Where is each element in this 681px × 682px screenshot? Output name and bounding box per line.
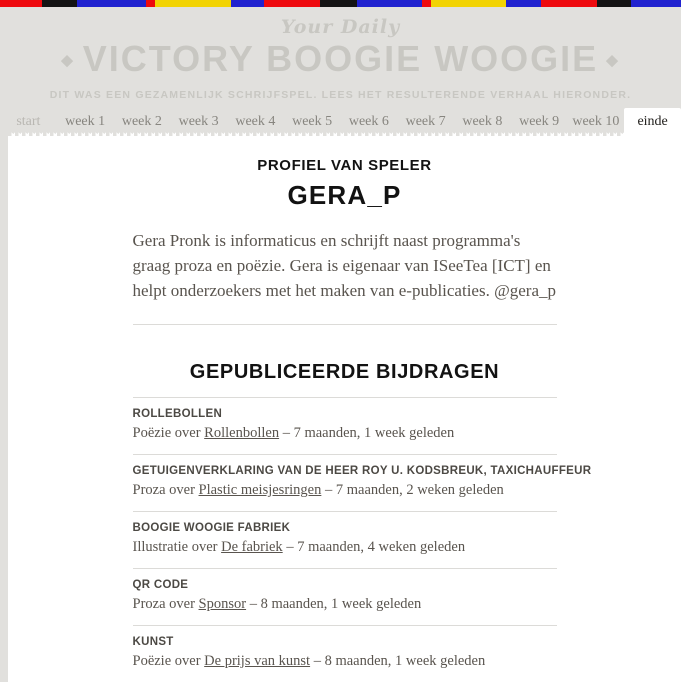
stripe-segment-black — [320, 0, 357, 7]
content-sheet — [8, 136, 681, 682]
stripe-segment-black — [42, 0, 77, 7]
publication-list — [132, 397, 592, 682]
tab-week-7[interactable]: week 7 — [405, 114, 446, 129]
tab-week-10[interactable]: week 10 — [572, 114, 620, 129]
mondrian-stripe — [0, 0, 681, 7]
publication-detail — [133, 482, 557, 499]
tab-week-1[interactable]: week 1 — [65, 114, 106, 129]
diamond-icon: ◆ — [606, 52, 620, 69]
stripe-segment-red — [541, 0, 597, 7]
stripe-segment-yellow — [155, 0, 231, 7]
detail-prefix: Poëzie over — [132, 425, 205, 441]
detail-suffix: – 8 maanden, 1 week geleden — [246, 596, 422, 612]
stripe-segment-black — [597, 0, 631, 7]
detail-prefix: Proza over — [132, 482, 199, 498]
tab-week-3[interactable]: week 3 — [178, 114, 219, 129]
publication-detail — [133, 425, 557, 442]
divider — [133, 324, 557, 325]
publication-title: GETUIGENVERKLARING VAN DE HEER ROY U. KODSBREUK, TAXICHAUFFEUR — [132, 465, 592, 477]
detail-prefix: Poëzie over — [132, 653, 205, 669]
detail-suffix: – 7 maanden, 2 weken geleden — [321, 482, 504, 498]
topic-link[interactable]: Sponsor — [198, 596, 247, 612]
tab-week-5[interactable]: week 5 — [292, 114, 333, 129]
tab-week-9[interactable]: week 9 — [519, 114, 560, 129]
publication-title: KUNST — [132, 636, 174, 648]
section-heading: GEPUBLICEERDE BIJDRAGEN — [189, 361, 500, 383]
stripe-segment-yellow — [431, 0, 506, 7]
stripe-segment-blue — [631, 0, 681, 7]
stripe-segment-red — [146, 0, 155, 7]
stripe-segment-red — [264, 0, 320, 7]
stripe-segment-red — [0, 0, 42, 7]
tab-week-8[interactable]: week 8 — [462, 114, 503, 129]
publication-detail — [133, 596, 557, 613]
detail-suffix: – 7 maanden, 1 week geleden — [279, 425, 455, 441]
tab-einde[interactable]: einde — [624, 108, 681, 136]
site-title[interactable] — [0, 38, 681, 79]
tab-bar — [0, 108, 681, 136]
tab-week-2[interactable]: week 2 — [121, 114, 162, 129]
masthead-kicker: Your Daily — [280, 16, 401, 38]
stripe-segment-blue — [357, 0, 422, 7]
topic-link[interactable]: Plastic meisjesringen — [198, 482, 322, 498]
tab-week-4[interactable]: week 4 — [235, 114, 276, 129]
detail-suffix: – 7 maanden, 4 weken geleden — [282, 539, 466, 555]
topic-link[interactable]: De fabriek — [221, 539, 283, 555]
detail-suffix: – 8 maanden, 1 week geleden — [310, 653, 486, 669]
tab-week-6[interactable]: week 6 — [348, 114, 389, 129]
profile-bio: Gera Pronk is informaticus en schrijft naast programma's graag proza en poëzie. Gera is eigenaar van ISeeTea [ICT] en helpt onderzoekers met het maken van e-publicaties. @gera_p — [132, 231, 556, 300]
publication-title: ROLLEBOLLEN — [132, 408, 223, 420]
profile-name: GERA_P — [287, 180, 402, 210]
publication-detail — [133, 539, 557, 556]
stripe-segment-red — [422, 0, 431, 7]
detail-prefix: Illustratie over — [132, 539, 222, 555]
stripe-segment-blue — [506, 0, 541, 7]
masthead — [0, 7, 681, 101]
stripe-segment-blue — [231, 0, 264, 7]
publication-item — [133, 511, 557, 568]
masthead-tagline: DIT WAS EEN GEZAMENLIJK SCHRIJFSPEL. LEES HET RESULTERENDE VERHAAL HIERONDER. — [49, 89, 632, 101]
publication-item — [133, 625, 557, 682]
publication-item — [133, 568, 557, 625]
stripe-segment-blue — [77, 0, 146, 7]
publication-detail — [133, 653, 557, 670]
topic-link[interactable]: Rollenbollen — [204, 425, 280, 441]
detail-prefix: Proza over — [132, 596, 199, 612]
profile-kicker: PROFIEL VAN SPELER — [257, 157, 432, 174]
tab-start[interactable]: start — [16, 114, 41, 129]
publication-title: QR CODE — [132, 579, 189, 591]
publication-title: BOOGIE WOOGIE FABRIEK — [132, 522, 291, 534]
content-column — [132, 136, 592, 682]
site-title-text: VICTORY BOOGIE WOOGIE — [82, 38, 599, 79]
publication-item — [132, 454, 592, 511]
topic-link[interactable]: De prijs van kunst — [204, 653, 311, 669]
diamond-icon: ◆ — [61, 52, 75, 69]
publication-item — [133, 397, 557, 454]
